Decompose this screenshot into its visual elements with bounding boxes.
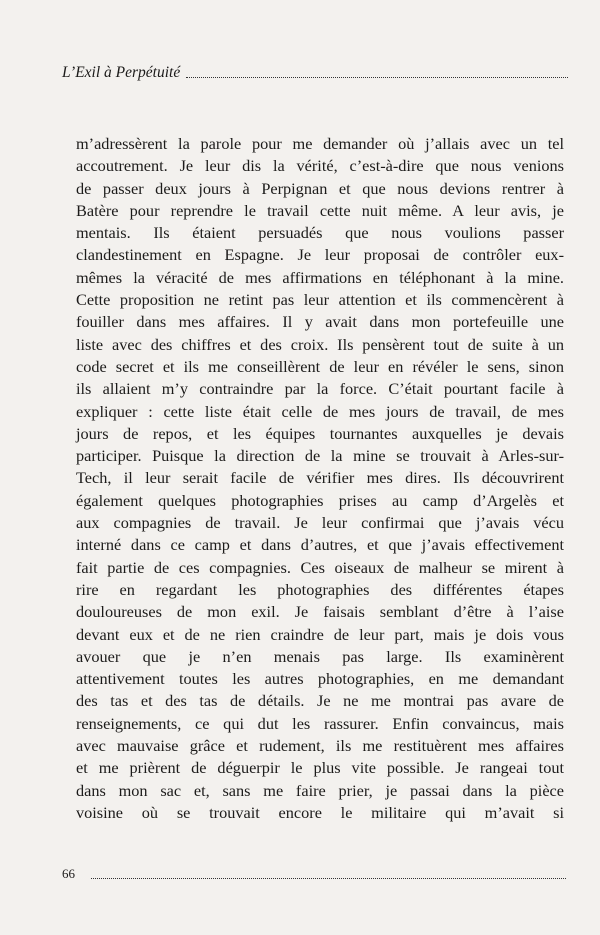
header-dotted-rule xyxy=(186,76,568,78)
body-text xyxy=(76,133,564,824)
text-line: douloureuses de mon exil. Je faisais semblant d’être à l’aise xyxy=(76,602,564,622)
text-line: aux compagnies de travail. Je leur confirmai que j’avais vécu xyxy=(76,513,564,533)
text-line: attentivement toutes les autres photographies, en me demandant xyxy=(76,669,564,689)
running-title: L’Exil à Perpétuité xyxy=(62,64,181,81)
text-line: renseignements, ce qui dut les rassurer. Enfin convaincus, mais xyxy=(76,713,564,733)
text-line: fait partie de ces compagnies. Ces oiseaux de malheur se mirent à xyxy=(76,557,564,577)
footer-dotted-rule xyxy=(91,877,566,879)
text-line: ils allaient m’y contraindre par la force. C’était pourtant facile à xyxy=(76,379,564,399)
text-line: m’adressèrent la parole pour me demander où j’allais avec un tel xyxy=(76,134,564,153)
text-line: interné dans ce camp et dans d’autres, et que j’avais effectivement xyxy=(76,535,564,555)
text-line: avec mauvaise grâce et rudement, ils me restituèrent mes affaires xyxy=(76,736,564,756)
text-line: participer. Puisque la direction de la mine se trouvait à Arles-sur- xyxy=(76,446,564,466)
text-line: dans mon sac et, sans me faire prier, je passai dans la pièce xyxy=(76,780,564,800)
text-line: expliquer : cette liste était celle de mes jours de travail, de mes xyxy=(76,401,564,421)
text-line: des tas et des tas de détails. Je ne me montrai pas avare de xyxy=(76,691,564,711)
text-line: rire en regardant les photographies des différentes étapes xyxy=(76,579,564,599)
text-line: fouiller dans mes affaires. Il y avait dans mon portefeuille une xyxy=(76,312,564,332)
text-line: clandestinement en Espagne. Je leur proposai de contrôler eux- xyxy=(76,245,564,265)
text-line: accoutrement. Je leur dis la vérité, c’est-à-dire que nous venions xyxy=(76,156,564,176)
text-line: de passer deux jours à Perpignan et que nous devions rentrer à xyxy=(76,178,564,198)
text-line: avouer que je n’en menais pas large. Ils examinèrent xyxy=(76,646,564,666)
text-line: Batère pour reprendre le travail cette nuit même. A leur avis, je xyxy=(76,200,564,220)
text-line: également quelques photographies prises au camp d’Argelès et xyxy=(76,490,564,510)
text-line: mêmes la véracité de mes affirmations en téléphonant à la mine. xyxy=(76,267,564,287)
page-number: 66 xyxy=(62,866,75,881)
text-line: Cette proposition ne retint pas leur attention et ils commencèrent à xyxy=(76,290,564,310)
text-line: jours de repos, et les équipes tournantes auxquelles je devais xyxy=(76,423,564,443)
text-line: Tech, il leur serait facile de vérifier mes dires. Ils découvrirent xyxy=(76,468,564,488)
text-line: code secret et ils me conseillèrent de leur en révéler le sens, sinon xyxy=(76,356,564,376)
running-header xyxy=(62,60,568,82)
text-line: mentais. Ils étaient persuadés que nous voulions passer xyxy=(76,223,564,243)
text-line: liste avec des chiffres et des croix. Ils pensèrent tout de suite à un xyxy=(76,334,564,354)
text-line: et me prièrent de déguerpir le plus vite possible. Je rangeai tout xyxy=(76,758,564,778)
text-line: voisine où se trouvait encore le militaire qui m’avait si xyxy=(76,802,564,822)
page-footer xyxy=(62,862,566,882)
text-line: devant eux et de ne rien craindre de leur part, mais je dois vous xyxy=(76,624,564,644)
